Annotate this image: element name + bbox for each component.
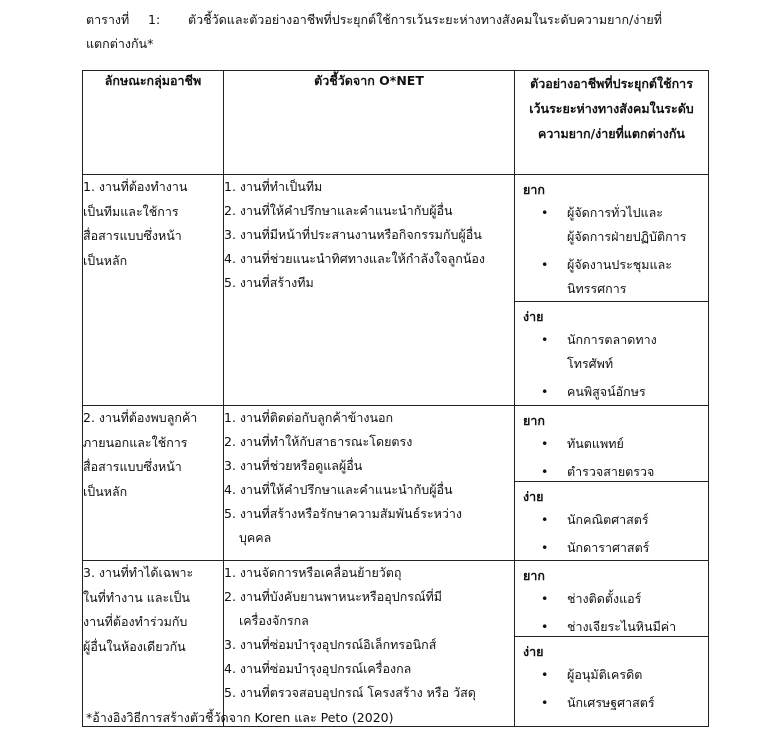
indicator-item: 4. งานที่ให้คำปรึกษาและคำแนะนำกับผู้อื่น: [224, 482, 453, 497]
example-occupation-text: โทรศัพท์: [567, 356, 614, 371]
difficulty-label: ยาก: [523, 182, 545, 197]
occupation-group-line: 2. งานที่ต้องพบลูกค้า: [83, 410, 198, 425]
bullet-icon: •: [541, 464, 549, 479]
example-occupation-text: นิทรรศการ: [567, 281, 627, 296]
example-occupation-item: [515, 277, 708, 301]
occupation-group-line: สื่อสารแบบซึ่งหน้า: [83, 228, 182, 243]
table-row: [83, 561, 709, 727]
difficulty-easy-section: [515, 637, 708, 726]
footnote: *อ้างอิงวิธีการสร้างตัวชี้วัดจาก Koren และ Peto (2020): [86, 710, 394, 725]
example-occupation-item: [515, 253, 708, 277]
example-occupation-item: [515, 225, 708, 249]
example-occupation-item: [515, 432, 708, 456]
bullet-icon: •: [541, 619, 549, 634]
occupation-group-line: งานที่ต้องทำร่วมกับ: [83, 614, 188, 629]
example-occupation-text: ผู้จัดการฝ่ายปฏิบัติการ: [567, 229, 687, 244]
indicator-item: 5. งานที่สร้างทีม: [224, 275, 314, 290]
difficulty-label: ง่าย: [523, 309, 544, 324]
bullet-icon: •: [541, 591, 549, 606]
indicator-item: 3. งานที่ช่วยหรือดูแลผู้อื่น: [224, 458, 363, 473]
table-caption: [86, 8, 726, 56]
bullet-icon: •: [541, 512, 549, 527]
bullet-icon: •: [541, 332, 549, 347]
example-occupation-item: [515, 328, 708, 352]
example-occupation-text: นักดาราศาสตร์: [567, 540, 650, 555]
bullet-icon: •: [541, 667, 549, 682]
example-occupation-item: [515, 201, 708, 225]
example-occupation-item: [515, 460, 708, 484]
occupation-group-line: ภายนอกและใช้การ: [83, 434, 188, 450]
example-occupation-text: คนพิสูจน์อักษร: [567, 384, 646, 399]
example-occupation-item: [515, 691, 708, 715]
occupation-group-line: 3. งานที่ทำได้เฉพาะ: [83, 565, 194, 580]
example-occupation-text: ช่างเจียระไนหินมีค่า: [567, 619, 677, 634]
occupation-group-cell: [83, 406, 224, 561]
example-occupations-cell: [515, 406, 709, 561]
example-occupation-text: ทันตแพทย์: [567, 436, 624, 451]
occupation-group-line: 1. งานที่ต้องทำงาน: [83, 179, 188, 194]
indicator-item: เครื่องจักรกล: [239, 613, 309, 628]
example-occupation-item: [515, 615, 708, 639]
indicator-item: 5. งานที่สร้างหรือรักษาความสัมพันธ์ระหว่าง: [224, 506, 463, 521]
example-occupation-item: [515, 587, 708, 611]
header-row: [83, 71, 709, 175]
example-occupation-text: ผู้จัดการทั่วไปและ: [567, 205, 663, 220]
header-example-occupations: ตัวอย่างอาชีพที่ประยุกต์ใช้การ เว้นระยะห่างทางสังคมในระดับ ความยาก/ง่ายที่แตกต่างกัน: [515, 71, 709, 175]
indicator-item: 5. งานที่ตรวจสอบอุปกรณ์ โครงสร้าง หรือ วัสดุ: [224, 685, 476, 700]
occupation-group-line: ผู้อื่นในห้องเดียวกัน: [83, 638, 186, 654]
indicator-item: 1. งานที่ติดต่อกับลูกค้าข้างนอก: [224, 410, 394, 425]
difficulty-easy-section: [515, 482, 708, 560]
occupation-group-line: เป็นหลัก: [83, 483, 128, 499]
table-row: [83, 406, 709, 561]
bullet-icon: •: [541, 436, 549, 451]
onet-indicators-cell: [224, 561, 515, 727]
occupation-group-cell: [83, 561, 224, 727]
example-occupation-item: [515, 536, 708, 560]
difficulty-easy-section: [515, 302, 708, 405]
example-occupation-text: ช่างติดตั้งแอร์: [567, 591, 642, 606]
example-occupation-text: ตำรวจสายตรวจ: [567, 464, 655, 479]
difficulty-label: ยาก: [523, 568, 545, 583]
example-occupation-text: นักคณิตศาสตร์: [567, 512, 649, 527]
example-occupations-cell: [515, 175, 709, 406]
bullet-icon: •: [541, 695, 549, 710]
difficulty-hard-section: [515, 406, 708, 482]
indicator-item: 1. งานจัดการหรือเคลื่อนย้ายวัตถุ: [224, 565, 402, 580]
difficulty-hard-section: [515, 561, 708, 637]
example-occupation-text: ผู้อนุมัติเครดิต: [567, 667, 643, 682]
table-row: [83, 175, 709, 406]
indicator-item: 2. งานที่ทำให้กับสาธารณะโดยตรง: [224, 434, 413, 449]
example-occupation-item: [515, 508, 708, 532]
occupation-group-line: เป็นทีมและใช้การ: [83, 203, 179, 219]
example-occupation-text: นักการตลาดทาง: [567, 332, 657, 347]
caption-text-line2: แตกต่างกัน*: [86, 36, 154, 51]
bullet-icon: •: [541, 384, 549, 399]
occupation-group-line: ในที่ทำงาน และเป็น: [83, 589, 190, 605]
indicator-item: 2. งานที่บังคับยานพาหนะหรืออุปกรณ์ที่มี: [224, 589, 443, 604]
caption-label: ตารางที่: [86, 12, 130, 27]
example-occupation-item: [515, 663, 708, 687]
caption-text-line1: ตัวชี้วัดและตัวอย่างอาชีพที่ประยุกต์ใช้การเว้นระยะห่างทางสังคมในระดับความยาก/ง่ายที่: [188, 12, 662, 27]
onet-indicators-cell: [224, 406, 515, 561]
example-occupation-item: [515, 352, 708, 376]
difficulty-label: ง่าย: [523, 489, 544, 504]
occupation-group-line: สื่อสารแบบซึ่งหน้า: [83, 459, 182, 474]
occupation-group-line: เป็นหลัก: [83, 252, 128, 268]
indicator-item: 4. งานที่ซ่อมบำรุงอุปกรณ์เครื่องกล: [224, 661, 412, 676]
indicator-item: บุคคล: [239, 530, 272, 545]
onet-indicators-cell: [224, 175, 515, 406]
header-occupation-group: ลักษณะกลุ่มอาชีพ: [83, 71, 224, 175]
indicator-item: 4. งานที่ช่วยแนะนำทิศทางและให้กำลังใจลูกน้อง: [224, 251, 485, 266]
difficulty-label: ง่าย: [523, 644, 544, 659]
example-occupation-text: ผู้จัดงานประชุมและ: [567, 257, 672, 272]
indicator-item: 3. งานที่ซ่อมบำรุงอุปกรณ์อิเล็กทรอนิกส์: [224, 637, 437, 652]
bullet-icon: •: [541, 205, 549, 220]
example-occupation-item: [515, 380, 708, 404]
bullet-icon: •: [541, 540, 549, 555]
indicator-item: 3. งานที่มีหน้าที่ประสานงานหรือกิจกรรมกับผู้อื่น: [224, 227, 482, 242]
occupation-group-cell: [83, 175, 224, 406]
bullet-icon: •: [541, 257, 549, 272]
indicator-table: [82, 70, 709, 727]
example-occupation-text: นักเศรษฐศาสตร์: [567, 695, 655, 710]
difficulty-label: ยาก: [523, 413, 545, 428]
caption-number: 1:: [148, 12, 161, 27]
example-occupations-cell: [515, 561, 709, 727]
header-onet-indicators: ตัวชี้วัดจาก O*NET: [224, 71, 515, 175]
indicator-item: 1. งานที่ทำเป็นทีม: [224, 179, 323, 194]
difficulty-hard-section: [515, 175, 708, 302]
indicator-item: 2. งานที่ให้คำปรึกษาและคำแนะนำกับผู้อื่น: [224, 203, 453, 218]
